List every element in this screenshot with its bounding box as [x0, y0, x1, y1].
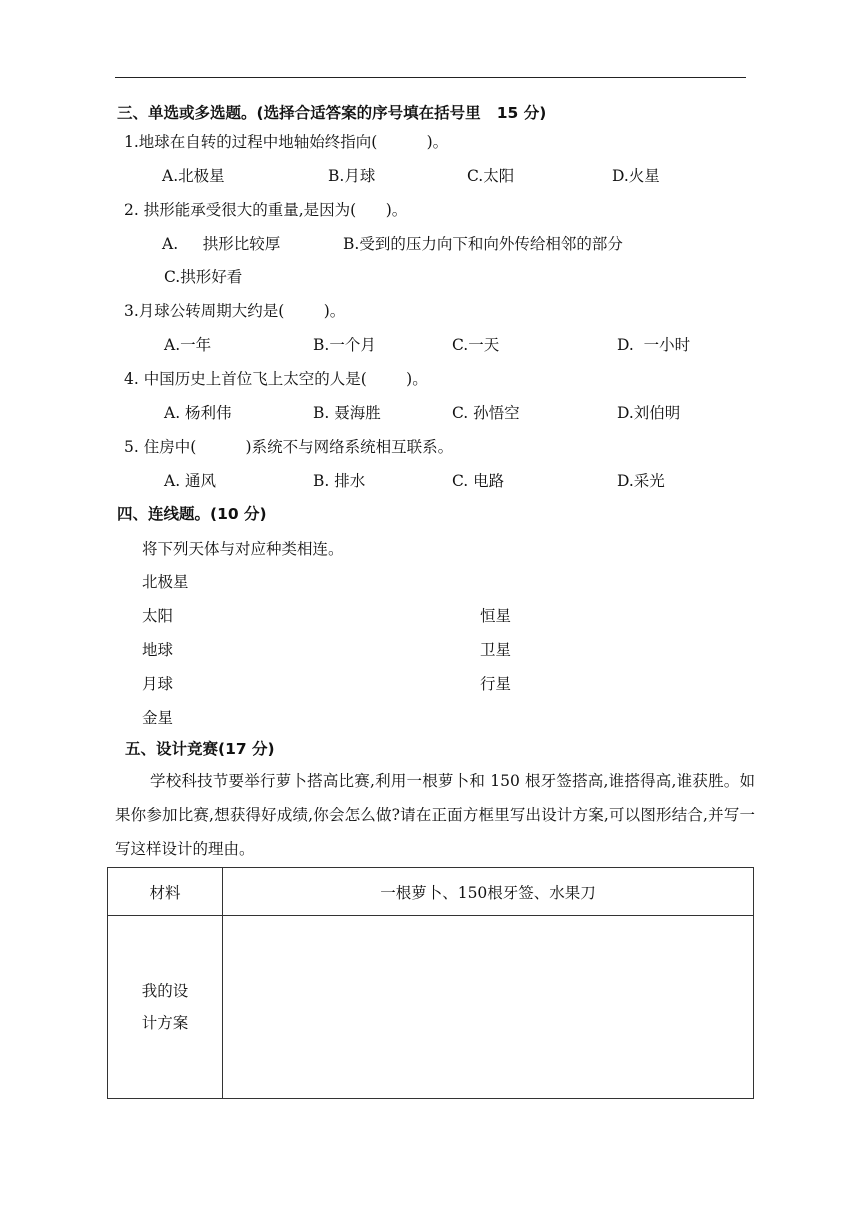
- question-3: 3.月球公转周期大约是( )。: [124, 302, 346, 320]
- match-left-item[interactable]: 月球: [142, 675, 174, 693]
- design-label-line1: 我的设: [141, 982, 189, 1000]
- q1-option-a: A.北极星: [162, 167, 225, 185]
- section5-heading: 五、设计竞赛(17 分): [125, 740, 275, 758]
- match-left-item[interactable]: 北极星: [142, 573, 189, 591]
- q3-option-a: A.一年: [164, 336, 212, 354]
- q5-option-b: B. 排水: [313, 472, 366, 490]
- question-4: 4. 中国历史上首位飞上太空的人是( )。: [124, 370, 428, 388]
- match-right-item[interactable]: 行星: [480, 675, 512, 693]
- q4-option-a: A. 杨利伟: [164, 404, 232, 422]
- match-right-item[interactable]: 卫星: [480, 641, 512, 659]
- q1-option-b: B.月球: [328, 167, 376, 185]
- q1-option-d: D.火星: [612, 167, 660, 185]
- q5-option-a: A. 通风: [164, 472, 217, 490]
- q2-option-b: B.受到的压力向下和向外传给相邻的部分: [343, 235, 623, 253]
- q3-option-b: B.一个月: [313, 336, 376, 354]
- match-left-item[interactable]: 太阳: [142, 607, 174, 625]
- materials-row: [108, 868, 754, 916]
- q1-option-c: C.太阳: [467, 167, 515, 185]
- question-2: 2. 拱形能承受很大的重量,是因为( )。: [124, 201, 408, 219]
- section4-instruction: 将下列天体与对应种类相连。: [142, 540, 344, 558]
- q5-option-c: C. 电路: [452, 472, 505, 490]
- q4-option-d: D.刘伯明: [617, 404, 681, 422]
- question-5: 5. 住房中( )系统不与网络系统相互联系。: [124, 438, 454, 456]
- q3-option-d: D. 一小时: [617, 336, 691, 354]
- section3-heading: 三、单选或多选题。(选择合适答案的序号填在括号里 15 分): [117, 104, 547, 122]
- q2-option-a: A. 拱形比较厚: [162, 235, 281, 253]
- match-left-item[interactable]: 地球: [142, 641, 174, 659]
- q2-option-c: C.拱形好看: [164, 268, 243, 286]
- q5-option-d: D.采光: [617, 472, 665, 490]
- design-label-cell: [108, 916, 223, 1099]
- design-row: [108, 916, 754, 1099]
- design-label-line2: 计方案: [141, 1014, 189, 1032]
- question-1: 1.地球在自转的过程中地轴始终指向( )。: [124, 133, 449, 151]
- design-answer-area[interactable]: [223, 916, 754, 1099]
- header-rule: [115, 77, 746, 78]
- section5-paragraph: 学校科技节要举行萝卜搭高比赛,利用一根萝卜和 150 根牙签搭高,谁搭得高,谁获胜。如果你参加比赛,想获得好成绩,你会怎么做?请在正面方框里写出设计方案,可以图形结合,并写一写这样设计的理由。: [115, 772, 755, 858]
- match-right-item[interactable]: 恒星: [480, 607, 512, 625]
- materials-value: 一根萝卜、150根牙签、水果刀: [223, 868, 754, 916]
- q4-option-b: B. 聂海胜: [313, 404, 381, 422]
- match-left-item[interactable]: 金星: [142, 709, 174, 727]
- q4-option-c: C. 孙悟空: [452, 404, 520, 422]
- section4-heading: 四、连线题。(10 分): [117, 505, 267, 523]
- design-table: [107, 867, 754, 1099]
- q3-option-c: C.一天: [452, 336, 500, 354]
- materials-label: 材料: [108, 868, 223, 916]
